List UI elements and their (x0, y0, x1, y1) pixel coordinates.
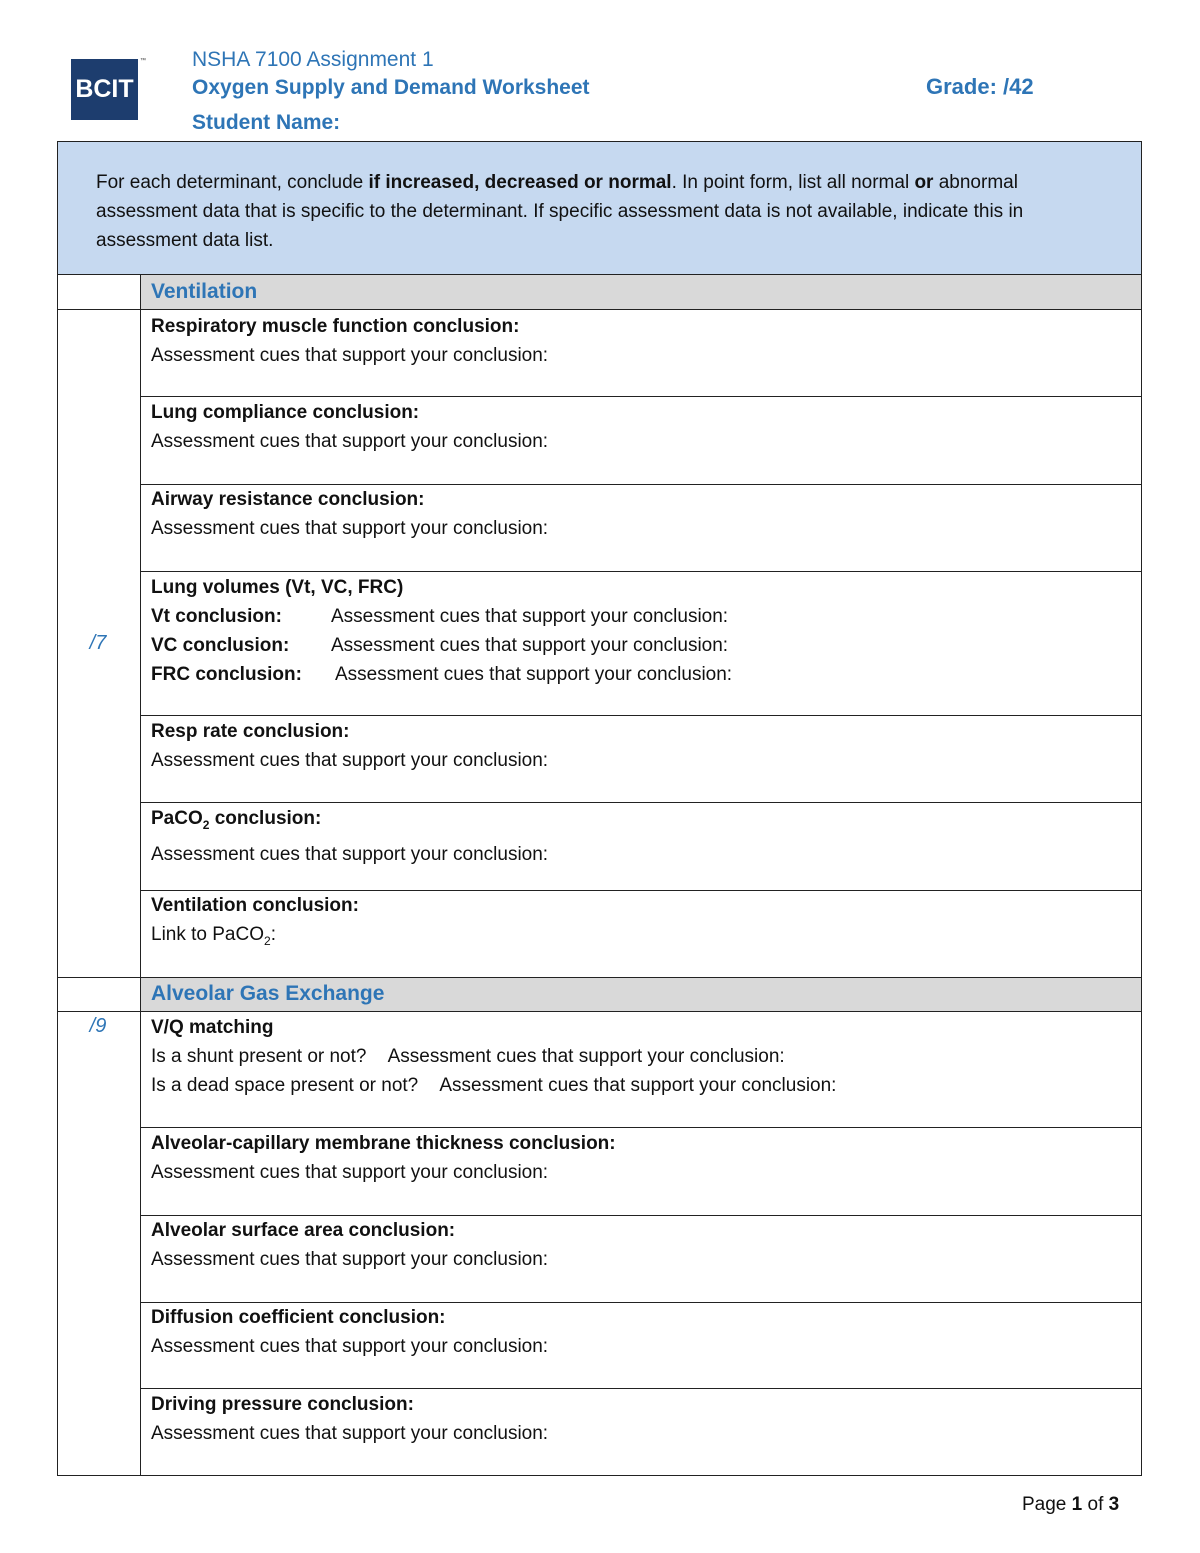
section-band-ventilation (141, 275, 1141, 310)
page-number: Page 1 of 3 (1022, 1494, 1120, 1515)
question-label: Resp rate conclusion: (151, 721, 350, 742)
cue-label: Assessment cues that support your conclusion: (151, 1162, 549, 1183)
bcit-logo: BCIT (71, 59, 138, 120)
divider (140, 396, 1141, 397)
question-label: Alveolar-capillary membrane thickness conclusion: (151, 1133, 616, 1154)
question-label: PaCO$_2$ conclusion: (151, 808, 322, 832)
course-title: NSHA 7100 Assignment 1 (192, 48, 434, 71)
surface-area-row (151, 1216, 548, 1274)
dead-space-line (151, 1071, 836, 1100)
grade-label: Grade: /42 (926, 74, 1034, 99)
instructions-box (58, 142, 1141, 275)
airway-resistance-row (151, 485, 548, 543)
divider (58, 1011, 1141, 1012)
divider (140, 571, 1141, 572)
cue-label: Assessment cues that support your conclusion: (151, 1249, 549, 1270)
question-label: Ventilation conclusion: (151, 895, 359, 916)
cue-label: Assessment cues that support your conclusion: (151, 843, 549, 865)
frc-line (151, 660, 732, 689)
divider (140, 1388, 1141, 1389)
cue-label: Assessment cues that support your conclusion: (151, 1423, 549, 1444)
shunt-question: Is a shunt present or not? (151, 1046, 367, 1067)
trademark-mark: ™ (140, 58, 146, 64)
paco2-row (151, 804, 548, 869)
respiratory-muscle-row (151, 312, 548, 370)
student-name-label: Student Name: (192, 111, 341, 134)
divider (58, 309, 1141, 310)
dead-space-question: Is a dead space present or not? (151, 1075, 419, 1096)
intro-emphasis: or (914, 172, 934, 193)
worksheet-table (57, 141, 1142, 1476)
vt-label: Vt conclusion: (151, 606, 282, 627)
ventilation-conclusion-row (151, 891, 359, 956)
question-label: Alveolar surface area conclusion: (151, 1220, 456, 1241)
intro-text: . In point form, list all normal (671, 172, 915, 193)
gas-exchange-score: /9 (89, 1015, 107, 1037)
question-label: Diffusion coefficient conclusion: (151, 1307, 446, 1328)
divider (140, 1127, 1141, 1128)
question-label: Lung compliance conclusion: (151, 402, 420, 423)
diffusion-row (151, 1303, 548, 1361)
cue-label: Assessment cues that support your conclusion: (151, 518, 549, 539)
question-label: Driving pressure conclusion: (151, 1394, 414, 1415)
driving-pressure-row (151, 1390, 548, 1448)
column-divider (140, 275, 141, 1475)
cue-label: Assessment cues that support your conclusion: (335, 664, 733, 685)
cue-label: Assessment cues that support your conclusion: (387, 1046, 785, 1067)
cue-label: Assessment cues that support your conclusion: (331, 606, 729, 627)
cue-label: Assessment cues that support your conclusion: (439, 1075, 837, 1096)
cue-label: Assessment cues that support your conclusion: (151, 750, 549, 771)
cue-label: Assessment cues that support your conclusion: (151, 1336, 549, 1357)
vt-line (151, 602, 732, 631)
cue-label: Assessment cues that support your conclusion: (331, 635, 729, 656)
cue-label: Assessment cues that support your conclusion: (151, 431, 549, 452)
divider (140, 802, 1141, 803)
membrane-row (151, 1129, 616, 1187)
vc-line (151, 631, 732, 660)
divider (140, 715, 1141, 716)
question-label: Lung volumes (Vt, VC, FRC) (151, 577, 404, 598)
intro-text: For each determinant, conclude (96, 172, 369, 193)
ventilation-score: /7 (89, 632, 107, 654)
section-title-gas-exchange: Alveolar Gas Exchange (151, 982, 385, 1005)
resp-rate-row (151, 717, 548, 775)
section-title-ventilation: Ventilation (151, 280, 258, 303)
intro-emphasis: if increased, decreased or normal (368, 172, 672, 193)
worksheet-title: Oxygen Supply and Demand Worksheet (192, 76, 590, 99)
lung-volumes-row (151, 573, 732, 689)
link-label: Link to PaCO$_2$: (151, 924, 276, 948)
frc-label: FRC conclusion: (151, 664, 302, 685)
question-label: V/Q matching (151, 1017, 274, 1038)
question-label: Airway resistance conclusion: (151, 489, 425, 510)
cue-label: Assessment cues that support your conclusion: (151, 345, 549, 366)
vc-label: VC conclusion: (151, 635, 290, 656)
intro-text: abnormal assessment data that is specific to the determinant. If specific assessment data is not available, indicate this in assessment data list. (96, 172, 1024, 251)
shunt-line (151, 1042, 836, 1071)
question-label: Respiratory muscle function conclusion: (151, 316, 520, 337)
lung-compliance-row (151, 398, 548, 456)
vq-matching-row (151, 1013, 836, 1100)
